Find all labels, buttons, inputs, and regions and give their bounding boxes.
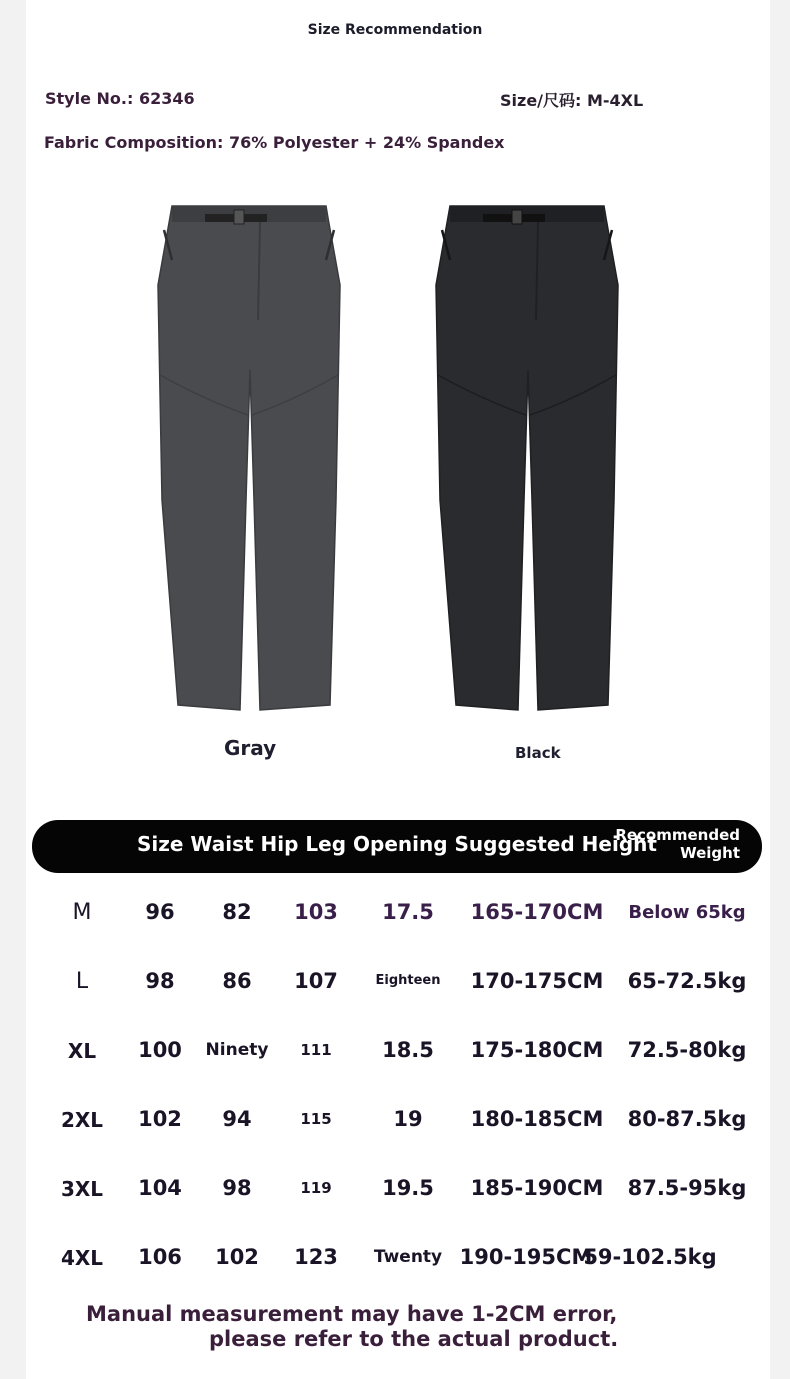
- white-panel: [26, 0, 770, 1379]
- cell-size: XL: [67, 1038, 97, 1063]
- cell-weight: 80-87.5kg: [627, 1107, 747, 1131]
- cell-weight: Below 65kg: [628, 901, 746, 923]
- header-weight-line1: Recommended: [615, 826, 740, 844]
- table-header-weight: [600, 826, 740, 862]
- cell-leg: 115: [300, 1110, 332, 1128]
- cell-leg: 123: [294, 1245, 338, 1269]
- cell-leg: 103: [294, 900, 338, 924]
- cell-hip: 102: [215, 1245, 259, 1269]
- cell-leg: 107: [294, 969, 338, 993]
- cell-size: L: [75, 968, 89, 994]
- cell-weight: 65-72.5kg: [627, 969, 747, 993]
- cell-leg: 119: [300, 1179, 332, 1197]
- cell-size: 3XL: [60, 1176, 104, 1201]
- disclaimer-line2: please refer to the actual product.: [209, 1327, 619, 1351]
- cell-hip: 82: [222, 900, 252, 924]
- page-title: Size Recommendation: [307, 22, 483, 38]
- cell-opening: Twenty: [373, 1247, 443, 1267]
- gray-color-label: Gray: [224, 736, 277, 760]
- cell-waist: 96: [145, 900, 175, 924]
- cell-hip: Ninety: [205, 1040, 269, 1060]
- cell-waist: 106: [138, 1245, 182, 1269]
- fabric-composition: Fabric Composition: 76% Polyester + 24% Spandex: [44, 133, 505, 152]
- cell-waist: 100: [138, 1038, 182, 1062]
- cell-weight: 59-102.5kg: [583, 1245, 717, 1269]
- cell-height: 185-190CM: [470, 1176, 604, 1200]
- black-pants-image: [428, 200, 628, 715]
- cell-waist: 104: [138, 1176, 182, 1200]
- black-color-label: Black: [515, 744, 561, 762]
- style-number: Style No.: 62346: [45, 89, 195, 108]
- cell-size: M: [72, 899, 92, 925]
- table-header-columns: Size Waist Hip Leg Opening Suggested Height: [137, 832, 657, 856]
- cell-size: 4XL: [60, 1245, 104, 1270]
- cell-hip: 86: [222, 969, 252, 993]
- cell-weight: 87.5-95kg: [627, 1176, 747, 1200]
- cell-weight: 72.5-80kg: [627, 1038, 747, 1062]
- cell-opening: 19: [393, 1107, 423, 1131]
- cell-opening: 19.5: [382, 1176, 434, 1200]
- cell-waist: 102: [138, 1107, 182, 1131]
- cell-leg: 111: [300, 1041, 332, 1059]
- cell-opening: 18.5: [382, 1038, 434, 1062]
- cell-opening: 17.5: [382, 900, 434, 924]
- cell-height: 180-185CM: [470, 1107, 604, 1131]
- cell-height: 170-175CM: [470, 969, 604, 993]
- size-range: Size/尺码: M-4XL: [500, 91, 644, 110]
- cell-opening: Eighteen: [375, 973, 441, 988]
- disclaimer-line1: Manual measurement may have 1-2CM error,: [86, 1302, 618, 1326]
- cell-hip: 94: [222, 1107, 252, 1131]
- cell-height: 190-195CM: [459, 1245, 593, 1269]
- cell-waist: 98: [145, 969, 175, 993]
- cell-size: 2XL: [60, 1107, 104, 1132]
- cell-hip: 98: [222, 1176, 252, 1200]
- header-weight-line2: Weight: [680, 844, 740, 862]
- cell-height: 165-170CM: [470, 900, 604, 924]
- cell-height: 175-180CM: [470, 1038, 604, 1062]
- gray-pants-image: [150, 200, 350, 715]
